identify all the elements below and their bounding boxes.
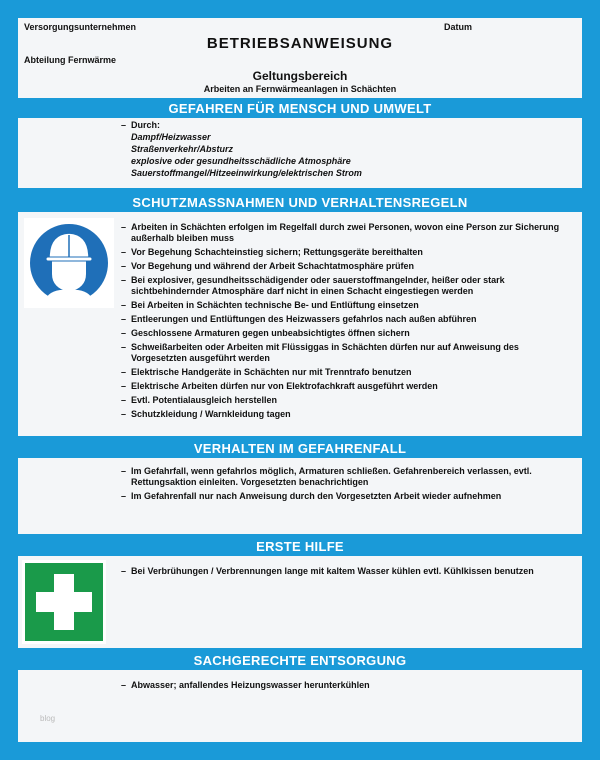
hazard-item: Dampf/Heizwasser	[131, 132, 211, 142]
protection-item: – Vor Begehung und während der Arbeit Schachtatmosphäre prüfen	[121, 261, 572, 272]
protection-item: – Entleerungen und Entlüftungen des Heizwassers gefahrlos nach außen abführen	[121, 314, 572, 325]
protection-item: – Arbeiten in Schächten erfolgen im Regelfall durch zwei Personen, wovon eine Person zur Sicherung außerhalb bleiben muss	[121, 222, 572, 244]
emergency-panel	[18, 458, 582, 534]
disposal-panel	[18, 670, 582, 742]
date-label: Datum	[444, 22, 473, 32]
emergency-item: – Im Gefahrfall, wenn gefahrlos möglich, Armaturen schließen. Gefahrenbereich verlassen, evtl. Rettungsaktion einleiten. Vorgesetzten benachrichtigen	[121, 466, 572, 488]
first-aid-cross-icon	[22, 560, 106, 644]
protection-item: – Schutzkleidung / Warnkleidung tagen	[121, 409, 572, 420]
disposal-item: – Abwasser; anfallendes Heizungswasser herunterkühlen	[121, 680, 572, 691]
hazard-item: explosive oder gesundheitsschädliche Atmosphäre	[131, 156, 351, 166]
watermark: blog	[40, 714, 56, 723]
protection-item: – Bei Arbeiten in Schächten technische Be- und Entlüftung einsetzen	[121, 300, 572, 311]
disposal-heading: SACHGERECHTE ENTSORGUNG	[193, 653, 407, 668]
company-label: Versorgungsunternehmen	[24, 22, 137, 32]
protection-item: – Elektrische Arbeiten dürfen nur von Elektrofachkraft ausgeführt werden	[121, 381, 572, 392]
hazards-panel	[18, 118, 582, 188]
protection-panel	[18, 212, 582, 436]
helmet-sign	[24, 218, 114, 308]
first-aid-item: – Bei Verbrühungen / Verbrennungen lange mit kaltem Wasser kühlen evtl. Kühlkissen benutzen	[121, 566, 572, 577]
first-aid-sign	[22, 560, 106, 644]
emergency-heading: VERHALTEN IM GEFAHRENFALL	[193, 441, 407, 456]
first-aid-heading: ERSTE HILFE	[256, 539, 344, 554]
protection-item: – Evtl. Potentialausgleich herstellen	[121, 395, 572, 406]
protection-heading: SCHUTZMASSNAHMEN UND VERHALTENSREGELN	[132, 195, 468, 210]
protection-item: – Elektrische Handgeräte in Schächten nur mit Trenntrafo benutzen	[121, 367, 572, 378]
scope-heading: Geltungsbereich	[252, 69, 348, 83]
hazards-heading: GEFAHREN FÜR MENSCH UND UMWELT	[168, 101, 432, 116]
hazard-item: Straßenverkehr/Absturz	[131, 144, 234, 154]
helmet-mandatory-icon	[24, 218, 114, 308]
hazard-item: Sauerstoffmangel/Hitzeeinwirkung/elektrischen Strom	[131, 168, 362, 178]
first-aid-panel	[18, 556, 582, 648]
department-label: Abteilung Fernwärme	[24, 55, 117, 65]
emergency-item: – Im Gefahrenfall nur nach Anweisung durch den Vorgesetzten Arbeit wieder aufnehmen	[121, 491, 572, 502]
page-title: BETRIEBSANWEISUNG	[206, 35, 394, 52]
scope-text: Arbeiten an Fernwärmeanlagen in Schächten	[203, 84, 397, 94]
hazards-intro: – Durch: Dampf/Heizwasser Straßenverkehr/Absturz explosive oder gesundheitsschädliche Atmosphäre Sauerstoffmangel/Hitzeeinwirkung/elektrischen Strom	[121, 120, 572, 179]
header-panel	[18, 18, 582, 98]
protection-item: – Geschlossene Armaturen gegen unbeabsichtigtes öffnen sichern	[121, 328, 572, 339]
protection-item: – Schweißarbeiten oder Arbeiten mit Flüssiggas in Schächten dürfen nur auf Anweisung des Vorgesetzten ausgeführt werden	[121, 342, 572, 364]
protection-item: – Vor Begehung Schachteinstieg sichern; Rettungsgeräte bereithalten	[121, 247, 572, 258]
protection-item: – Bei explosiver, gesundheitsschädigender oder sauerstoffmangelnder, heißer oder stark sichtbehindernder Atmosphäre darf nicht in einen Schacht eingestiegen werden	[121, 275, 572, 297]
